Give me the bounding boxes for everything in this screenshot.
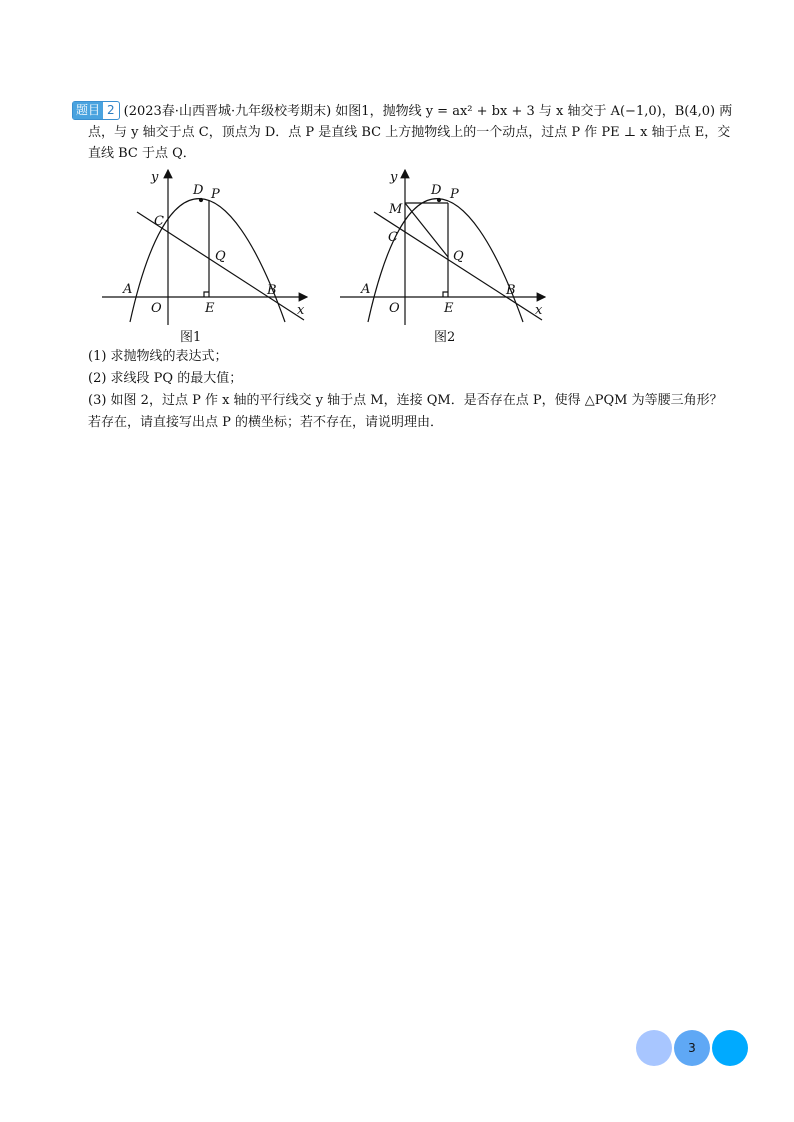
fig1-label-e: E bbox=[205, 301, 215, 316]
fig2-right-angle bbox=[443, 292, 448, 297]
questions bbox=[88, 346, 738, 434]
fig2-label-x: x bbox=[535, 303, 543, 318]
fig2-label-y: y bbox=[390, 170, 398, 185]
question-3-continued: 若存在，请直接写出点 P 的横坐标；若不存在，请说明理由． bbox=[88, 415, 444, 430]
fig2-label-o: O bbox=[389, 301, 400, 316]
figures-svg bbox=[72, 160, 572, 360]
fig1-label-o: O bbox=[151, 301, 162, 316]
fig2-caption: 图2 bbox=[434, 330, 456, 345]
fig2-label-p: P bbox=[450, 187, 459, 202]
fig1-label-x: x bbox=[297, 303, 305, 318]
fig1-label-q: Q bbox=[215, 249, 226, 264]
figures bbox=[72, 160, 572, 360]
figure-2 bbox=[340, 170, 545, 325]
fig2-label-q: Q bbox=[453, 249, 464, 264]
fig1-label-a: A bbox=[123, 282, 133, 297]
problem-line-3: 直线 BC 于点 Q． bbox=[88, 146, 196, 161]
fig1-label-c: C bbox=[154, 214, 164, 229]
problem-tag bbox=[72, 101, 120, 120]
fig1-vertex-dot bbox=[200, 199, 203, 202]
fig2-label-d: D bbox=[431, 183, 442, 198]
fig1-label-d: D bbox=[193, 183, 204, 198]
fig2-label-b: B bbox=[506, 283, 516, 298]
problem-tag-number: 2 bbox=[107, 103, 115, 117]
problem-tag-label: 题目 bbox=[73, 102, 103, 119]
problem-line-2: 点，与 y 轴交于点 C，顶点为 D．点 P 是直线 BC 上方抛物线上的一个动点，过点 P 作 PE ⊥ x 轴于点 E，交 bbox=[88, 125, 731, 140]
fig1-caption: 图1 bbox=[180, 330, 202, 345]
fig2-label-e: E bbox=[444, 301, 454, 316]
fig2-label-c: C bbox=[388, 230, 398, 245]
page-dot-right bbox=[712, 1030, 748, 1066]
problem-source: (2023春·山西晋城·九年级校考期末) bbox=[123, 104, 332, 119]
fig1-label-y: y bbox=[151, 170, 159, 185]
page-dot-left bbox=[636, 1030, 672, 1066]
question-3: (3) 如图 2，过点 P 作 x 轴的平行线交 y 轴于点 M，连接 QM．是否存在点 P，使得 △PQM 为等腰三角形？ bbox=[88, 393, 723, 408]
fig2-segment-qm bbox=[405, 203, 448, 257]
page-indicator bbox=[636, 1030, 754, 1066]
fig2-label-a: A bbox=[361, 282, 371, 297]
page-number: 3 bbox=[674, 1030, 710, 1066]
question-2: (2) 求线段 PQ 的最大值； bbox=[88, 371, 243, 386]
fig1-label-p: P bbox=[211, 187, 220, 202]
problem-line-1: 如图1，抛物线 y = ax² + bx + 3 与 x 轴交于 A(−1,0)，B(4,0) 两 bbox=[335, 104, 733, 119]
fig2-label-m: M bbox=[389, 202, 403, 217]
fig1-label-b: B bbox=[267, 283, 277, 298]
problem-statement bbox=[72, 101, 734, 164]
question-1: (1) 求抛物线的表达式； bbox=[88, 349, 228, 364]
fig2-vertex-dot bbox=[438, 199, 441, 202]
fig1-right-angle bbox=[204, 292, 209, 297]
